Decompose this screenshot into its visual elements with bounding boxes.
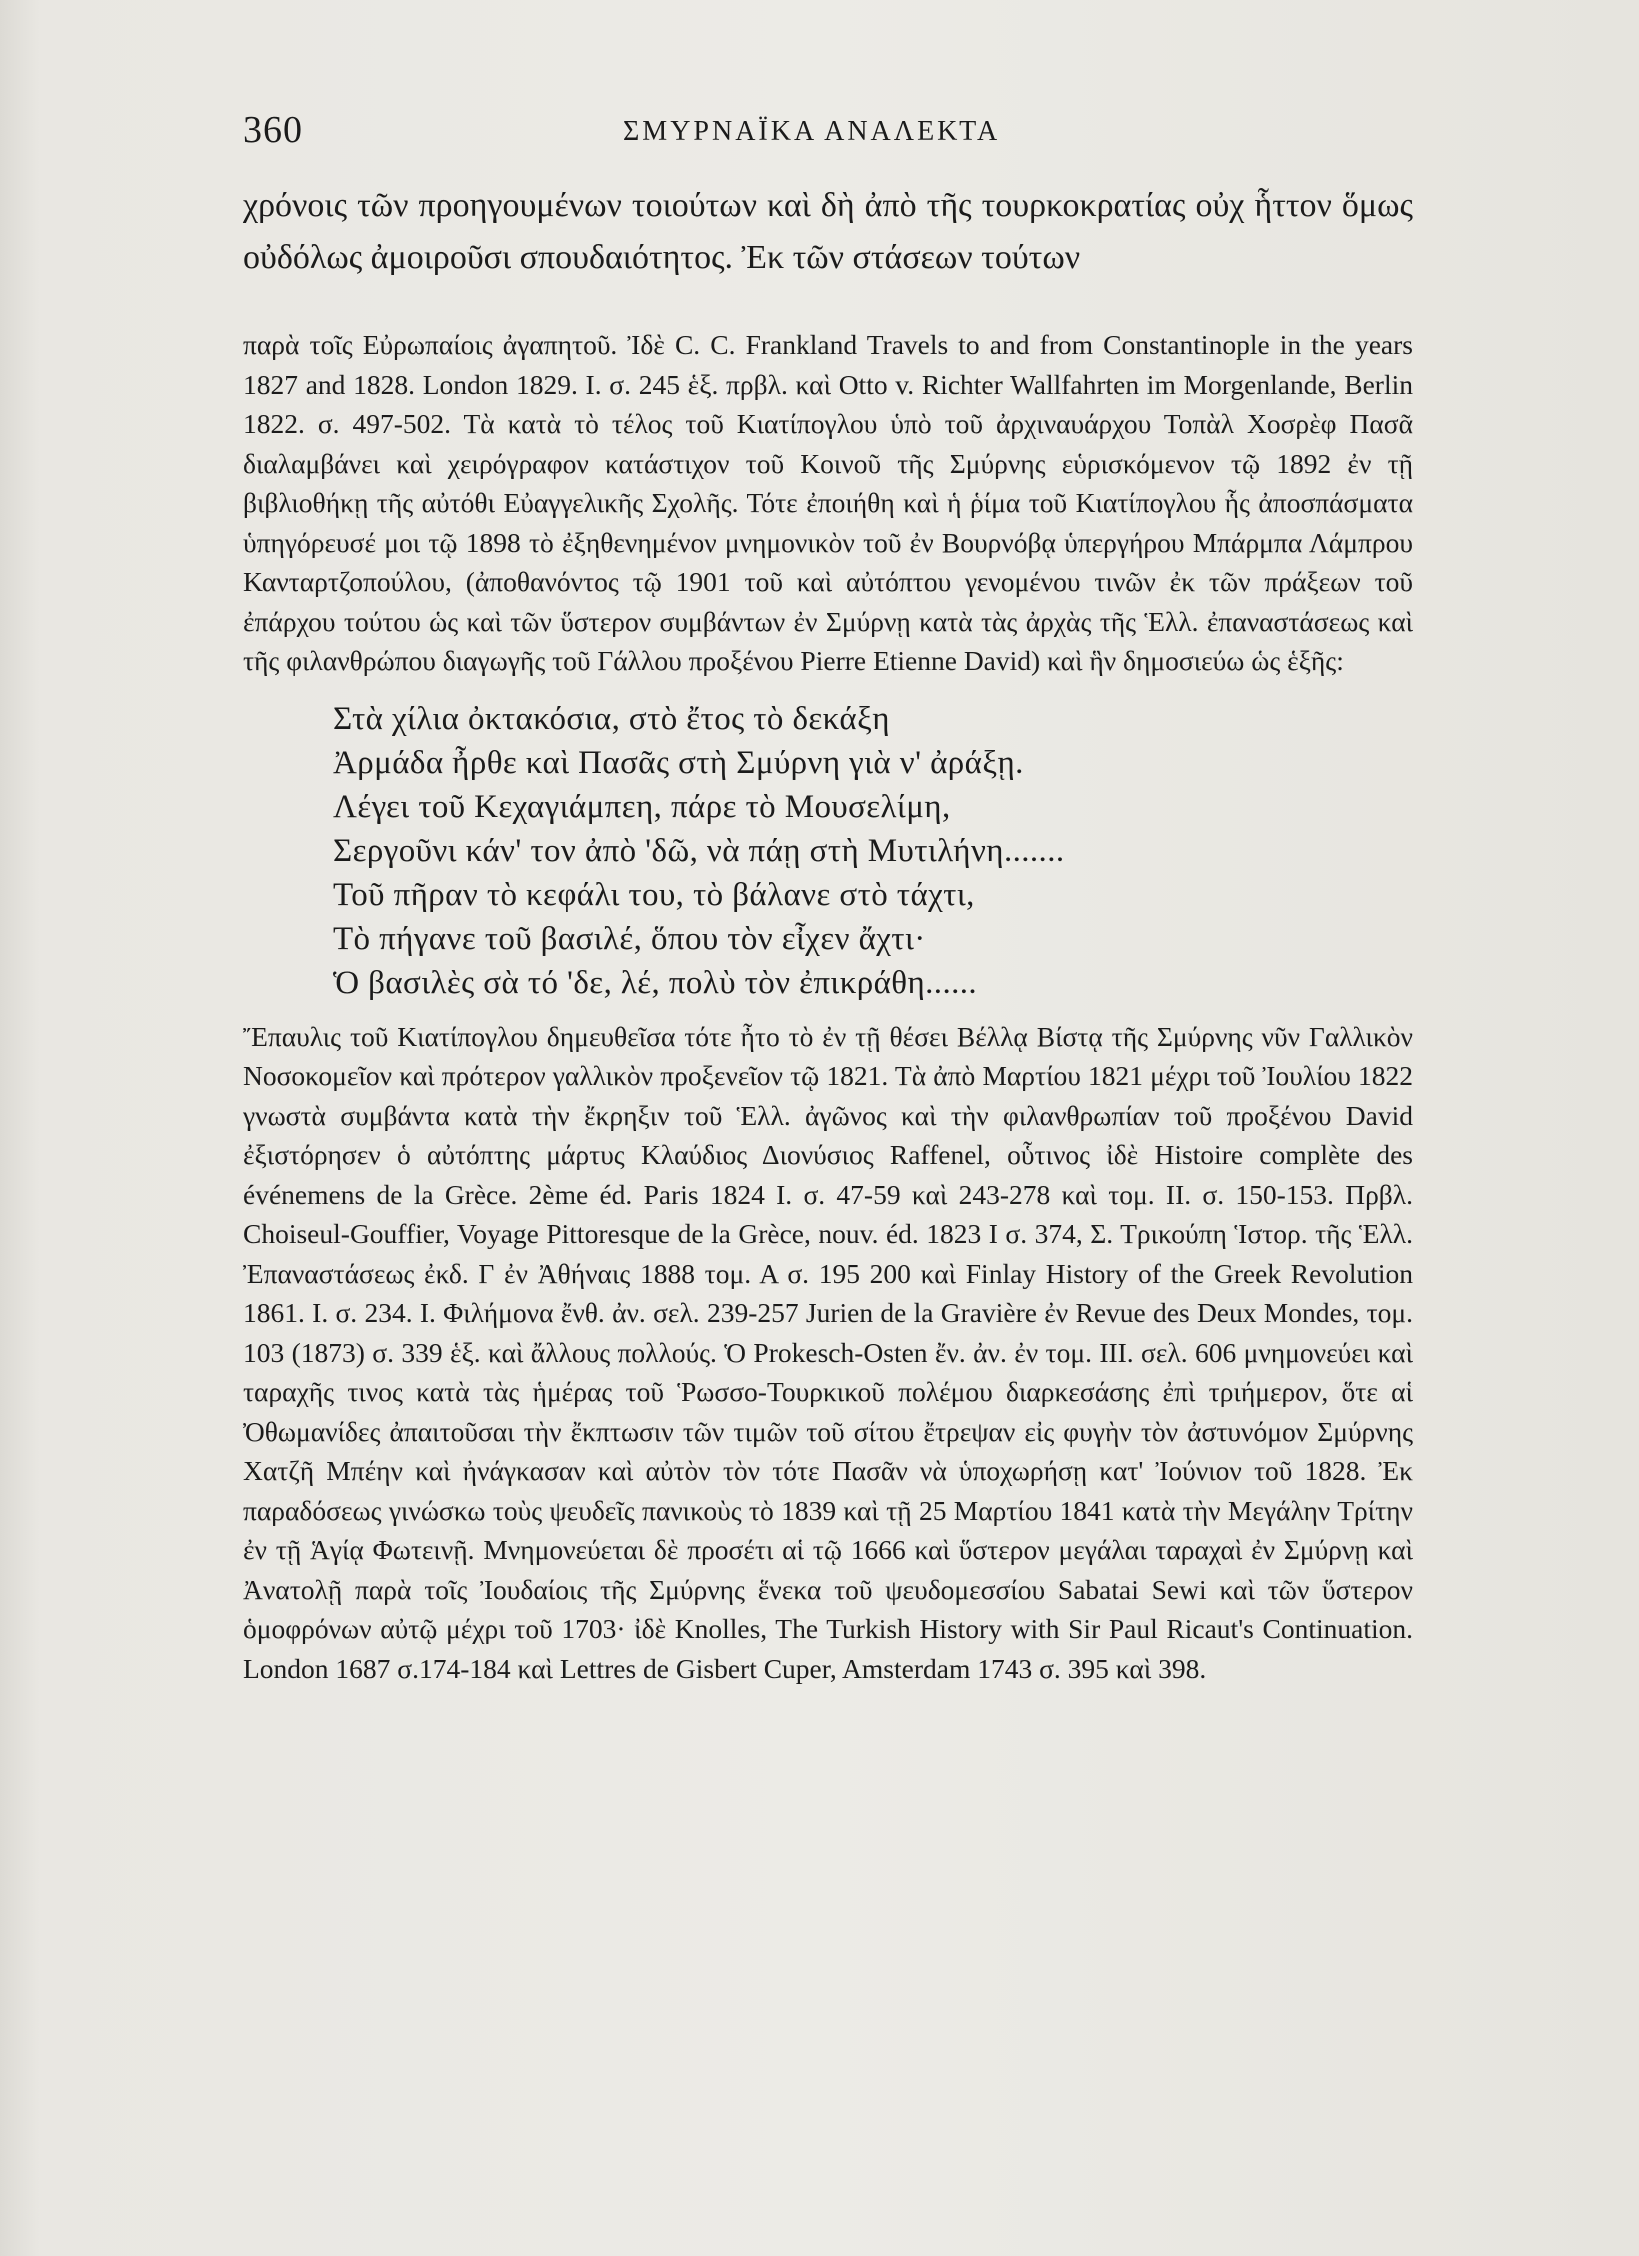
footnote-paragraph-2: Ἔπαυλις τοῦ Κιατίπογλου δημευθεῖσα τότε ἦτο τὸ ἐν τῇ θέσει Βέλλᾳ Βίστᾳ τῆς Σμύρνης νῦν Γαλλικὸν Νοσοκομεῖον καὶ πρότερον γαλλικὸν προξενεῖον τῷ 1821. Τὰ ἀπὸ Μαρτίου 1821 μέχρι τοῦ Ἰουλίου 1822 γνωστὰ συμβάντα κατὰ τὴν ἔκρηξιν τοῦ Ἑλλ. ἀγῶνος καὶ τὴν φιλανθρωπίαν τοῦ προξένου David ἐξιστόρησεν ὁ αὐτόπτης μάρτυς Κλαύδιος Διονύσιος Raffenel, οὗτινος ἰδὲ Histoire complète des événemens de la Grèce. 2ème éd. Paris 1824 I. σ. 47-59 καὶ 243-278 καὶ τομ. II. σ. 150-153. Πρβλ. Choiseul-Gouffier, Voyage Pittoresque de la Grèce, nouv. éd. 1823 I σ. 374, Σ. Τρικούπη Ἱστορ. τῆς Ἑλλ. Ἐπαναστάσεως ἐκδ. Γ ἐν Ἀθήναις 1888 τομ. Α σ. 195 200 καὶ Finlay History of the Greek Revolution 1861. I. σ. 234. I. Φιλήμονα ἔνθ. ἀν. σελ. 239-257 Jurien de la Gravière ἐν Revue des Deux Mondes, τομ. 103 (1873) σ. 339 ἑξ. καὶ ἄλλους πολλούς. Ὁ Prokesch-Osten ἔν. ἀν. ἐν τομ. III. σελ. 606 μνημονεύει καὶ ταραχῆς τινος κατὰ τὰς ἡμέρας τοῦ Ῥωσσο-Τουρκικοῦ πολέμου διαρκεσάσης ἐπὶ τριήμερον, ὅτε αἱ Ὀθωμανίδες ἀπαιτοῦσαι τὴν ἔκπτωσιν τῶν τιμῶν τοῦ σίτου ἔτρεψαν εἰς φυγὴν τὸν ἀστυνόμον Σμύρνης Χατζῆ Μπέην καὶ ἠνάγκασαν καὶ αὐτὸν τὸν τότε Πασᾶν νὰ ὑποχωρήσῃ κατ' Ἰούνιον τοῦ 1828. Ἐκ παραδόσεως γινώσκω τοὺς ψευδεῖς πανικοὺς τὸ 1839 καὶ τῇ 25 Μαρτίου 1841 κατὰ τὴν Μεγάλην Τρίτην ἐν τῇ Ἁγίᾳ Φωτεινῇ. Μνημονεύεται δὲ προσέτι αἱ τῷ 1666 καὶ ὕστερον μεγάλαι ταραχαὶ ἐν Σμύρνῃ καὶ Ἀνατολῇ παρὰ τοῖς Ἰουδαίοις τῆς Σμύρνης ἕνεκα τοῦ ψευδομεσσίου Sabatai Sewi καὶ τῶν ὕστερον ὁμοφρόνων αὐτῷ μέχρι τοῦ 1703· ἰδὲ Knolles, The Turkish History with Sir Paul Ricaut's Continuation. London 1687 σ.174-184 καὶ Lettres de Gisbert Cuper, Amsterdam 1743 σ. 395 καὶ 398. <box>243 1020 1413 1684</box>
page-number: 360 <box>243 109 303 151</box>
poem-line: Τοῦ πῆραν τὸ κεφάλι του, τὸ βάλανε στὸ τάχτι, <box>333 876 975 913</box>
poem <box>333 697 1413 1005</box>
poem-line: Ἀρμάδα ἦρθε καὶ Πασᾶς στὴ Σμύρνη γιὰ ν' ἀράξῃ. <box>333 744 1024 781</box>
page-header <box>243 108 1393 158</box>
running-head: ΣΜΥΡΝΑΪΚΑ ΑΝΑΛΕΚΤΑ <box>623 116 1001 147</box>
poem-line: Τὸ πήγανε τοῦ βασιλέ, ὅπου τὸν εἶχεν ἄχτι· <box>333 920 926 957</box>
main-text <box>243 180 1413 284</box>
poem-line: Ὁ βασιλὲς σὰ τό 'δε, λέ, πολὺ τὸν ἐπικράθη...... <box>333 964 978 1001</box>
footnotes <box>243 325 1413 1688</box>
body-paragraph: χρόνοις τῶν προηγουμένων τοιούτων καὶ δὴ ἀπὸ τῆς τουρκοκρατίας οὐχ ἧττον ὅμως οὐδόλως ἀμοιροῦσι σπουδαιότητος. Ἐκ τῶν στάσεων τούτων <box>243 187 1413 276</box>
poem-line: Στὰ χίλια ὀκτακόσια, στὸ ἔτος τὸ δεκάξη <box>333 700 890 737</box>
footnote-paragraph-1: παρὰ τοῖς Εὐρωπαίοις ἀγαπητοῦ. Ἰδὲ C. C. Frankland Travels to and from Constantinople in the years 1827 and 1828. London 1829. I. σ. 245 ἑξ. πρβλ. καὶ Otto v. Richter Wallfahrten im Morgenlande, Berlin 1822. σ. 497-502. Τὰ κατὰ τὸ τέλος τοῦ Κιατίπογλου ὑπὸ τοῦ ἀρχιναυάρχου Τοπὰλ Χοσρὲφ Πασᾶ διαλαμβάνει καὶ χειρόγραφον κατάστιχον τοῦ Κοινοῦ τῆς Σμύρνης εὑρισκόμενον τῷ 1892 ἐν τῇ βιβλιοθήκῃ τῆς αὐτόθι Εὐαγγελικῆς Σχολῆς. Τότε ἐποιήθη καὶ ἡ ῥίμα τοῦ Κιατίπογλου ἧς ἀποσπάσματα ὑπηγόρευσέ μοι τῷ 1898 τὸ ἐξηθενημένον μνημονικὸν τοῦ ἐν Βουρνόβᾳ ὑπεργήρου Μπάρμπα Λάμπρου Κανταρτζοπούλου, (ἀποθανόντος τῷ 1901 τοῦ καὶ αὐτόπτου γενομένου τινῶν ἐκ τῶν πράξεων τοῦ ἐπάρχου τούτου ὡς καὶ τῶν ὕστερον συμβάντων ἐν Σμύρνῃ κατὰ τὰς ἀρχὰς τῆς Ἑλλ. ἐπαναστάσεως καὶ τῆς φιλανθρώπου διαγωγῆς τοῦ Γάλλου προξένου Pierre Etienne David) καὶ ἣν δημοσιεύω ὡς ἑξῆς: <box>243 329 1413 676</box>
poem-line: Λέγει τοῦ Κεχαγιάμπεη, πάρε τὸ Μουσελίμη, <box>333 788 951 825</box>
poem-line: Σεργοῦνι κάν' τον ἀπὸ 'δῶ, νὰ πάῃ στὴ Μυτιλήνη....... <box>333 832 1065 869</box>
